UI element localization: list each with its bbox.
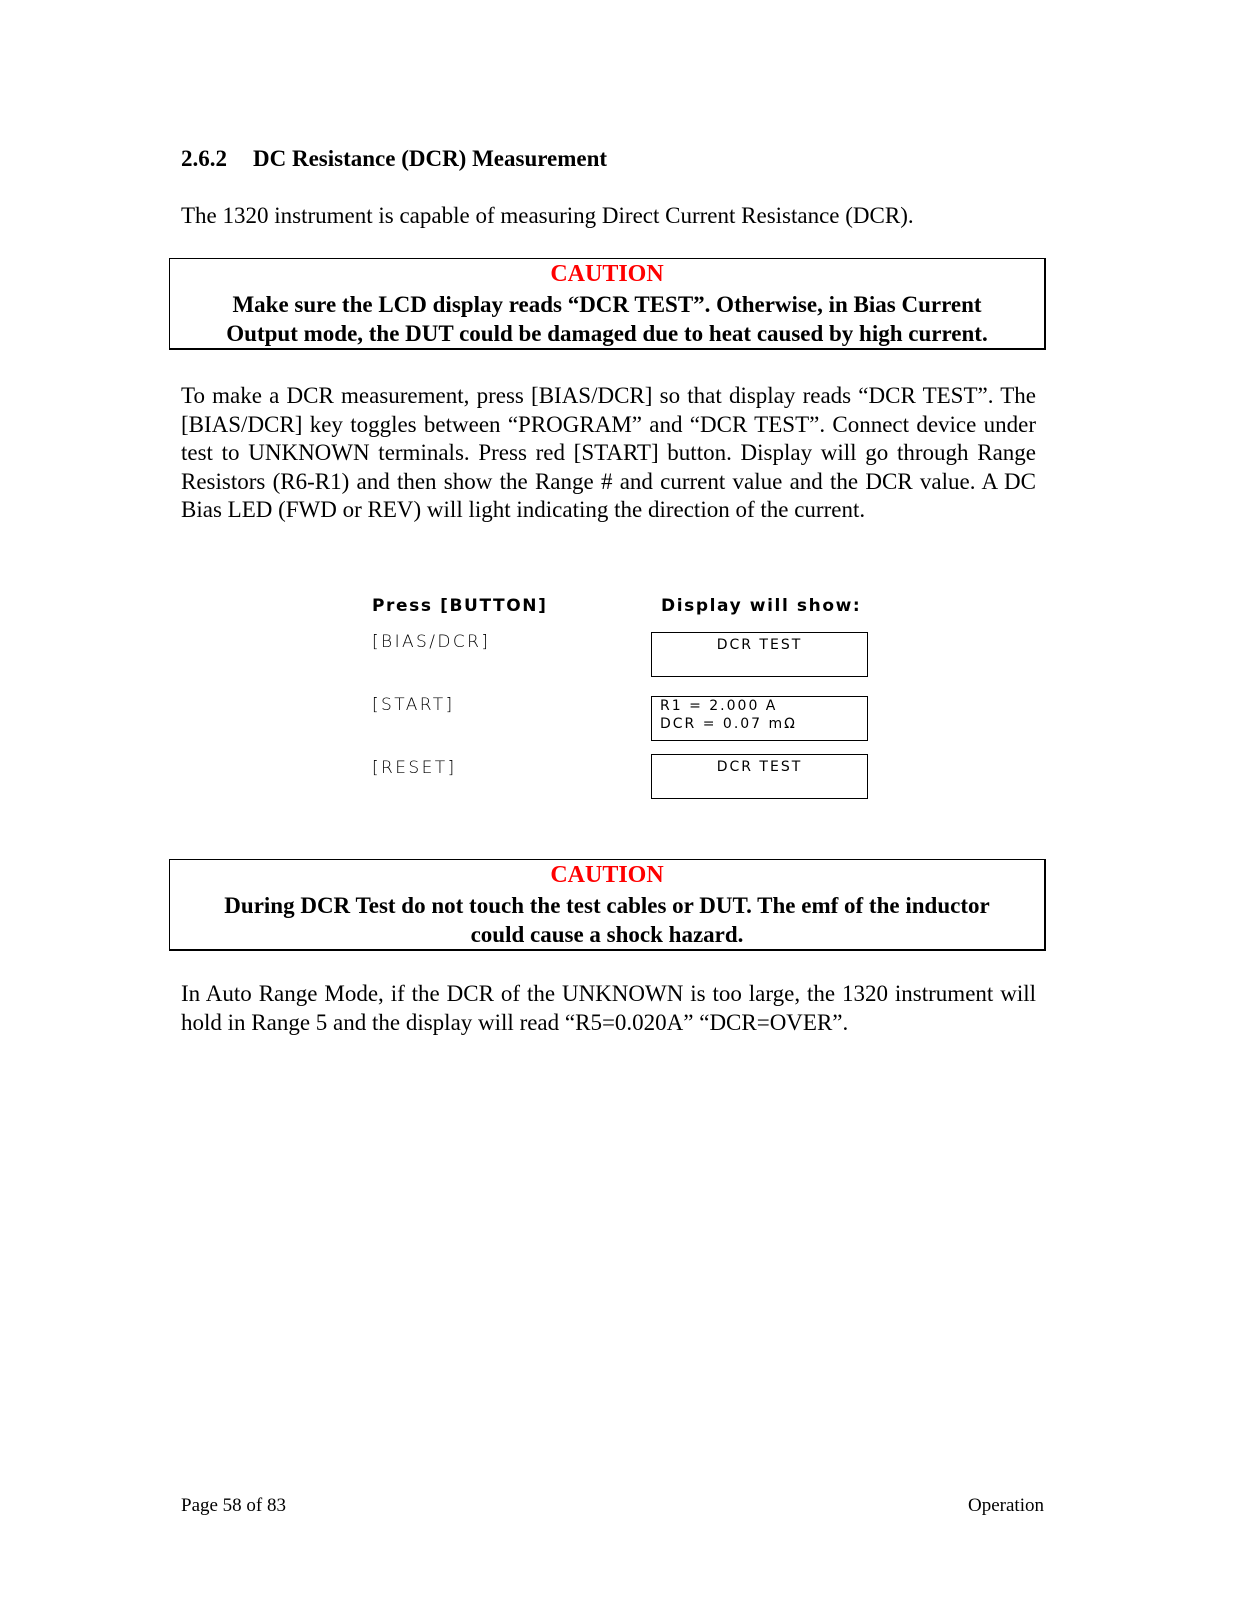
caution-title-1: CAUTION	[550, 261, 664, 287]
caution-box-2	[169, 859, 1046, 951]
caution-1-line-2: Output mode, the DUT could be damaged due to heat caused by high current.	[226, 321, 988, 346]
intro-paragraph: The 1320 instrument is capable of measuring Direct Current Resistance (DCR).	[181, 203, 914, 228]
button-label-start: [START]	[372, 695, 455, 715]
lcd-display-2	[651, 696, 868, 741]
button-label-bias-dcr: [BIAS/DCR]	[372, 632, 491, 652]
lcd-text: DCR = 0.07 mΩ	[660, 716, 797, 732]
auto-range-paragraph: In Auto Range Mode, if the DCR of the UNKNOWN is too large, the 1320 instrument will hold in Range 5 and the display will read “R5=0.020A” “DCR=OVER”.	[181, 981, 1036, 1035]
footer-section: Operation	[968, 1495, 1044, 1516]
section-number: 2.6.2	[181, 146, 227, 171]
lcd-display-1	[651, 632, 868, 677]
caution-2-line-1: During DCR Test do not touch the test cables or DUT. The emf of the inductor	[224, 892, 990, 918]
caution-2-line-2: could cause a shock hazard.	[470, 922, 744, 947]
table-header-button: Press [BUTTON]	[372, 596, 548, 616]
lcd-text: DCR TEST	[716, 759, 803, 775]
caution-box-1	[169, 258, 1046, 350]
button-label-reset: [RESET]	[372, 758, 457, 778]
caution-title-2: CAUTION	[550, 862, 664, 888]
section-title: DC Resistance (DCR) Measurement	[253, 146, 608, 171]
caution-1-line-1: Make sure the LCD display reads “DCR TEST”. Otherwise, in Bias Current	[232, 291, 982, 317]
table-header-display: Display will show:	[661, 596, 862, 616]
lcd-display-3	[651, 754, 868, 799]
lcd-text: R1 = 2.000 A	[660, 698, 778, 714]
procedure-paragraph: To make a DCR measurement, press [BIAS/DCR] so that display reads “DCR TEST”. The [BIAS/DCR] key toggles between “PROGRAM” and “DCR TEST”. Connect device under test to UNKNOWN terminals. Press red [START] button. Display will go through Range Resistors (R6-R1) and then show the Range # and current value and the DCR value. A DC Bias LED (FWD or REV) will light indicating the direction of the current.	[181, 383, 1036, 523]
page-number: Page 58 of 83	[181, 1495, 287, 1516]
section-heading	[181, 146, 607, 172]
lcd-text: DCR TEST	[716, 637, 803, 653]
